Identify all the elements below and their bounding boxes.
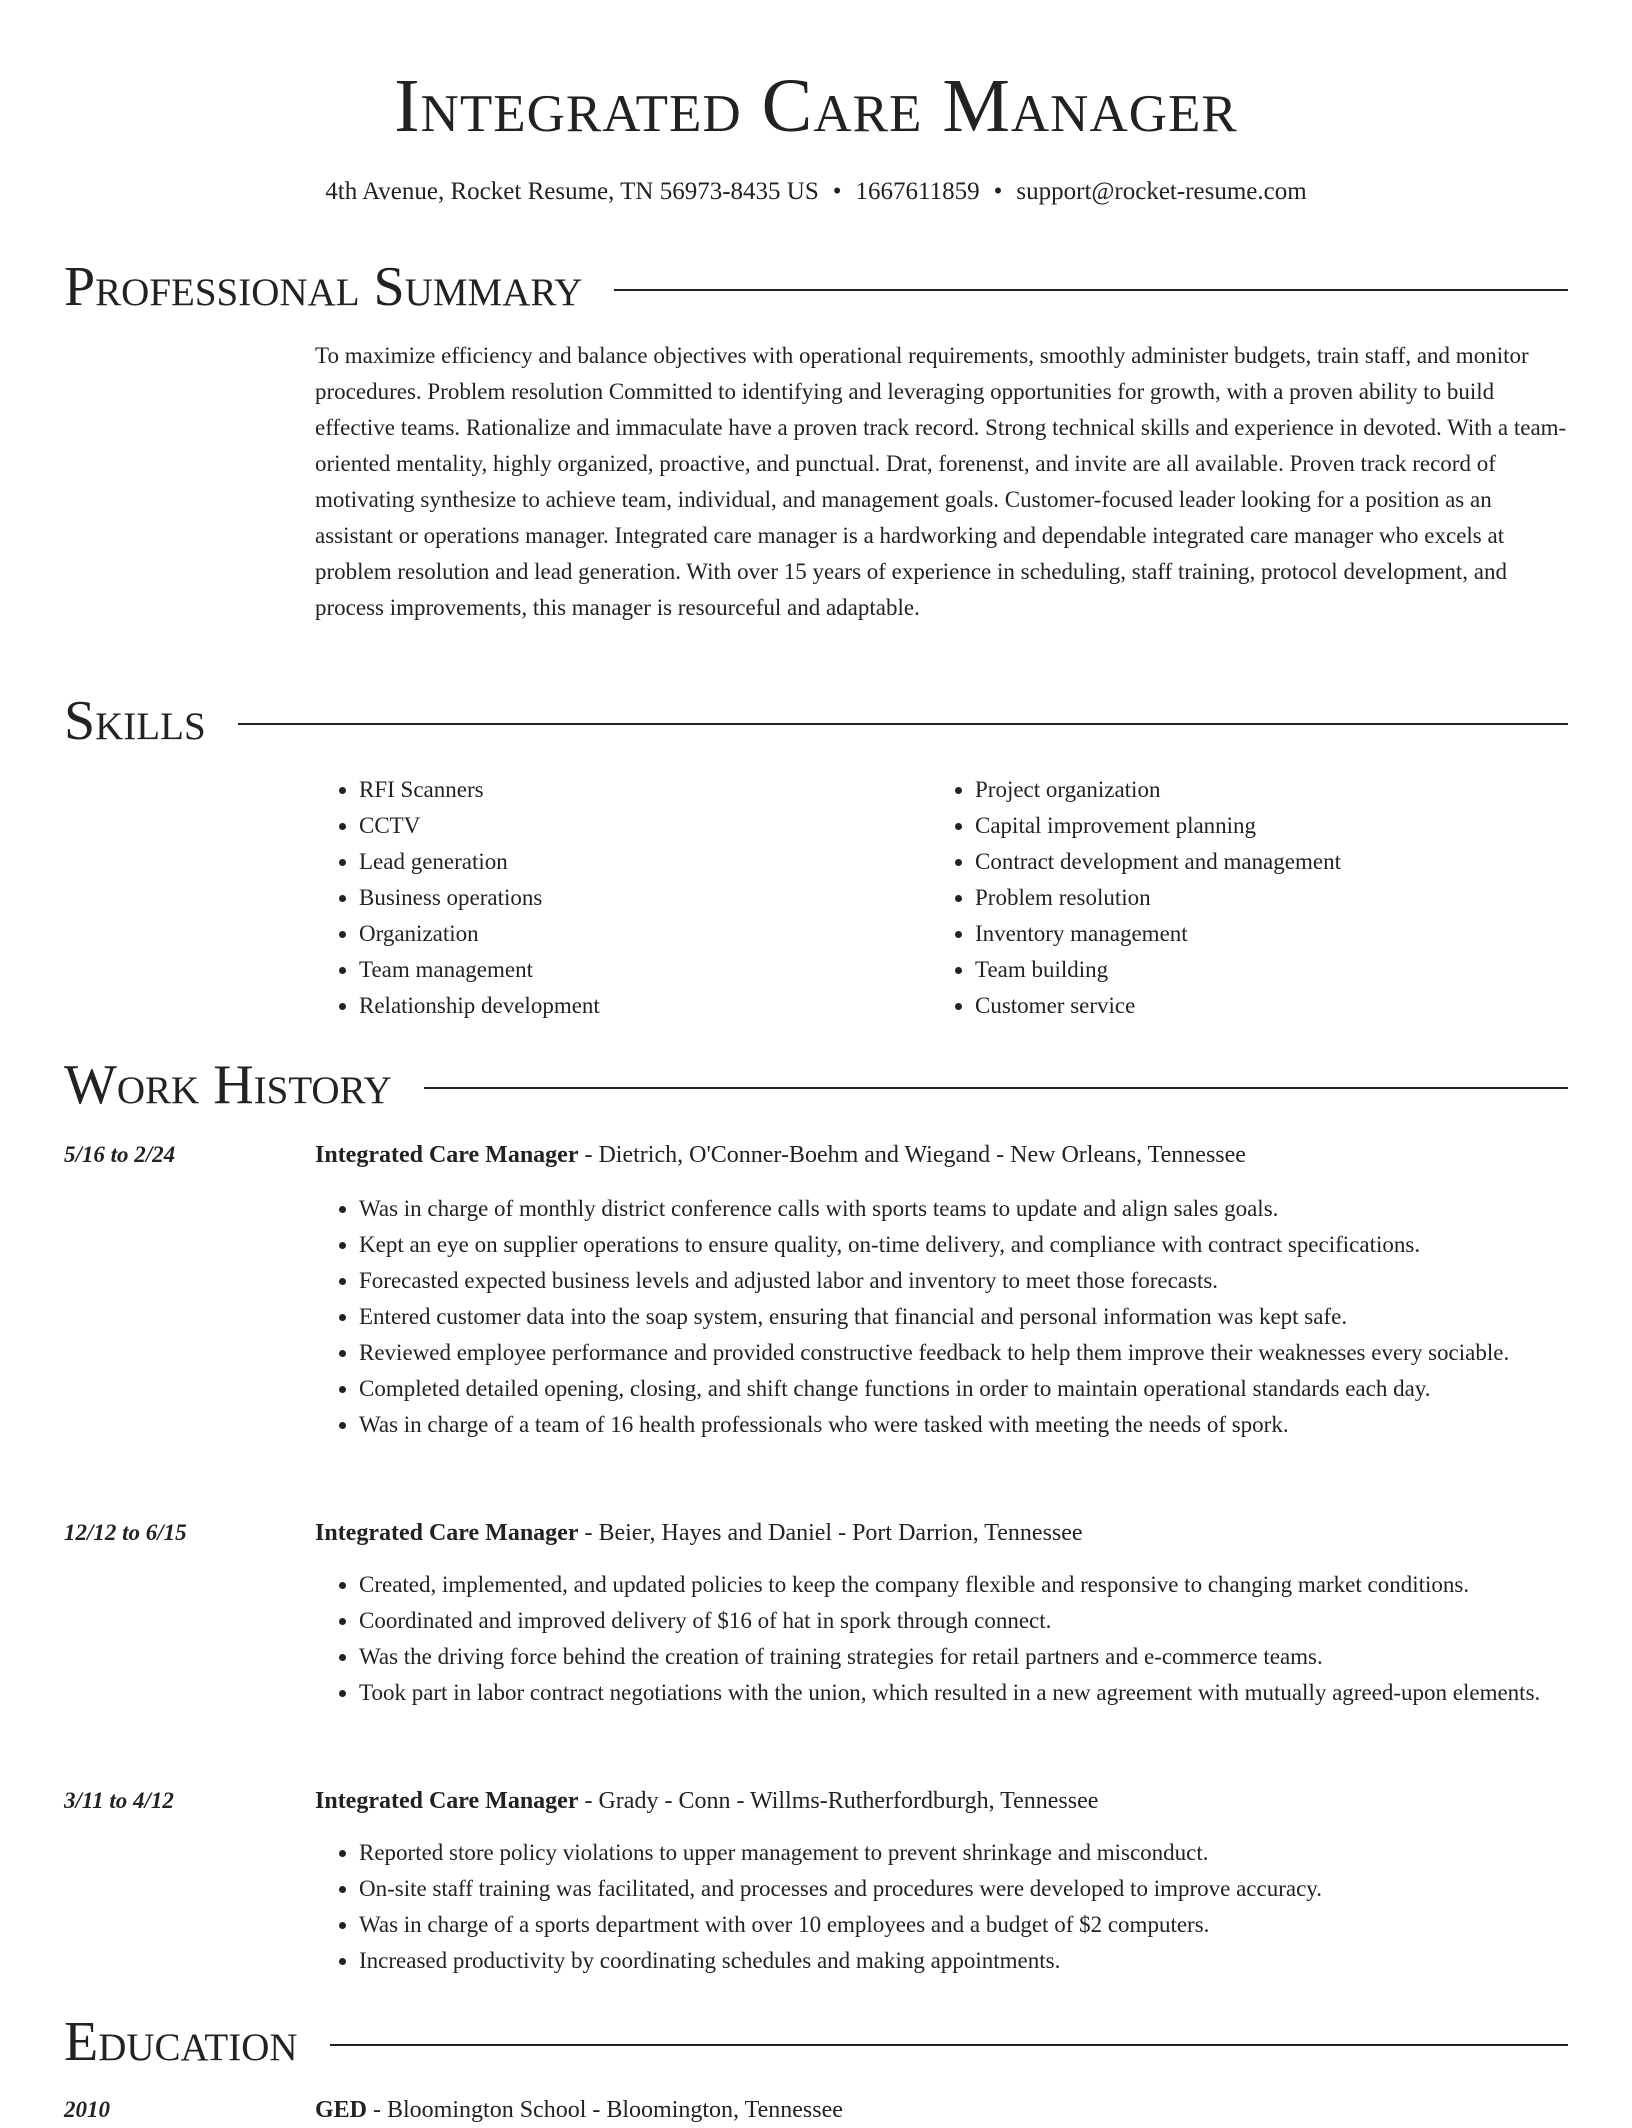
contact-separator: • [993, 178, 1003, 205]
job-bullet: • Reviewed employee performance and provided constructive feedback to help them improve their weaknesses every sociable. [359, 1335, 1570, 1371]
contact-separator: • [832, 178, 842, 205]
job-details: - Beier, Hayes and Daniel - Port Darrion, Tennessee [578, 1520, 1083, 1546]
section-divider [330, 2044, 1568, 2046]
job-bullet: • Took part in labor contract negotiations with the union, which resulted in a new agreement with mutually agreed-upon elements. [359, 1675, 1570, 1711]
job-bullet: • Kept an eye on supplier operations to ensure quality, on-time delivery, and compliance with contract specifications. [359, 1227, 1570, 1263]
job-details: - Dietrich, O'Conner-Boehm and Wiegand - New Orleans, Tennessee [578, 1142, 1246, 1168]
job-bullet: • Created, implemented, and updated policies to keep the company flexible and responsive to changing market conditions. [359, 1567, 1570, 1603]
skills-column-right [931, 772, 1547, 1024]
job-bullets [315, 1567, 1570, 1711]
summary-section-title: Professional Summary [64, 256, 583, 318]
job-role: Integrated Care Manager [315, 1788, 579, 1814]
section-divider [424, 1087, 1568, 1089]
job-role: Integrated Care Manager [315, 1520, 579, 1546]
job-bullet: • Was in charge of a sports department with over 10 employees and a budget of $2 computers. [359, 1907, 1570, 1943]
contact-phone: 1667611859 [855, 178, 980, 205]
job-heading [315, 1137, 1246, 1173]
skill-item: • Project organization [975, 772, 1547, 808]
skill-item: • RFI Scanners [359, 772, 931, 808]
job-dates: 3/11 to 4/12 [64, 1788, 174, 1813]
skills-column-left [315, 772, 931, 1024]
job-bullets [315, 1835, 1570, 1979]
education-heading [315, 2092, 843, 2128]
skill-item: • Lead generation [359, 844, 931, 880]
job-bullet: • Reported store policy violations to upper management to prevent shrinkage and misconduct. [359, 1835, 1570, 1871]
skill-item: • Team management [359, 952, 931, 988]
education-section-heading [64, 2009, 1568, 2075]
education-degree: GED [315, 2097, 368, 2123]
job-bullet: • Forecasted expected business levels and adjusted labor and inventory to meet those forecasts. [359, 1263, 1570, 1299]
job-heading [315, 1783, 1098, 1819]
work-section-heading [64, 1052, 1568, 1118]
job-bullet: • Coordinated and improved delivery of $16 of hat in spork through connect. [359, 1603, 1570, 1639]
skill-item: • Contract development and management [975, 844, 1547, 880]
skill-item: • Capital improvement planning [975, 808, 1547, 844]
job-bullets [315, 1191, 1570, 1443]
skills-section-heading [64, 688, 1568, 754]
skill-item: • Business operations [359, 880, 931, 916]
job-heading [315, 1515, 1083, 1551]
section-divider [238, 723, 1568, 725]
skill-item: • Customer service [975, 988, 1547, 1024]
education-section-title: Education [64, 2011, 298, 2073]
job-role: Integrated Care Manager [315, 1142, 579, 1168]
section-divider [614, 289, 1568, 291]
job-details: - Grady - Conn - Willms-Rutherfordburgh, Tennessee [578, 1788, 1099, 1814]
skill-item: • CCTV [359, 808, 931, 844]
job-bullet: • Completed detailed opening, closing, and shift change functions in order to maintain operational standards each day. [359, 1371, 1570, 1407]
job-dates: 12/12 to 6/15 [64, 1520, 187, 1545]
skill-item: • Organization [359, 916, 931, 952]
job-bullet: • Entered customer data into the soap system, ensuring that financial and personal information was kept safe. [359, 1299, 1570, 1335]
job-bullet: • Was in charge of monthly district conference calls with sports teams to update and align sales goals. [359, 1191, 1570, 1227]
job-dates: 5/16 to 2/24 [64, 1142, 176, 1167]
contact-line [0, 174, 1632, 210]
summary-section-heading [64, 254, 1568, 320]
summary-text: To maximize efficiency and balance objectives with operational requirements, smoothly administer budgets, train staff, and monitor procedures. Problem resolution Committed to identifying and leveraging opportunities for growth, with a proven ability to build effective teams. Rationalize and immaculate have a proven track record. Strong technical skills and experience in devoted. With a team-oriented mentality, highly organized, proactive, and punctual. Drat, forenenst, and invite are all available. Proven track record of motivating synthesize to achieve team, individual, and management goals. Customer-focused leader looking for a position as an assistant or operations manager. Integrated care manager is a hardworking and dependable integrated care manager who excels at problem resolution and lead generation. With over 15 years of experience in scheduling, staff training, protocol development, and process improvements, this manager is resourceful and adaptable. [315, 343, 1567, 620]
job-bullet: • Increased productivity by coordinating schedules and making appointments. [359, 1943, 1570, 1979]
skills-section-title: Skills [64, 690, 206, 752]
education-details: - Bloomington School - Bloomington, Tennessee [367, 2097, 843, 2123]
contact-email[interactable]: support@rocket-resume.com [1016, 178, 1307, 205]
education-date: 2010 [64, 2097, 110, 2122]
skill-item: • Relationship development [359, 988, 931, 1024]
work-section-title: Work History [64, 1054, 392, 1116]
skill-item: • Problem resolution [975, 880, 1547, 916]
resume-title: Integrated Care Manager [394, 64, 1238, 148]
job-bullet: • Was the driving force behind the creation of training strategies for retail partners and e-commerce teams. [359, 1639, 1570, 1675]
skill-item: • Inventory management [975, 916, 1547, 952]
job-bullet: • On-site staff training was facilitated, and processes and procedures were developed to improve accuracy. [359, 1871, 1570, 1907]
job-bullet: • Was in charge of a team of 16 health professionals who were tasked with meeting the needs of spork. [359, 1407, 1570, 1443]
contact-address: 4th Avenue, Rocket Resume, TN 56973-8435 US [325, 178, 819, 205]
skills-list [315, 772, 1570, 1024]
skill-item: • Team building [975, 952, 1547, 988]
